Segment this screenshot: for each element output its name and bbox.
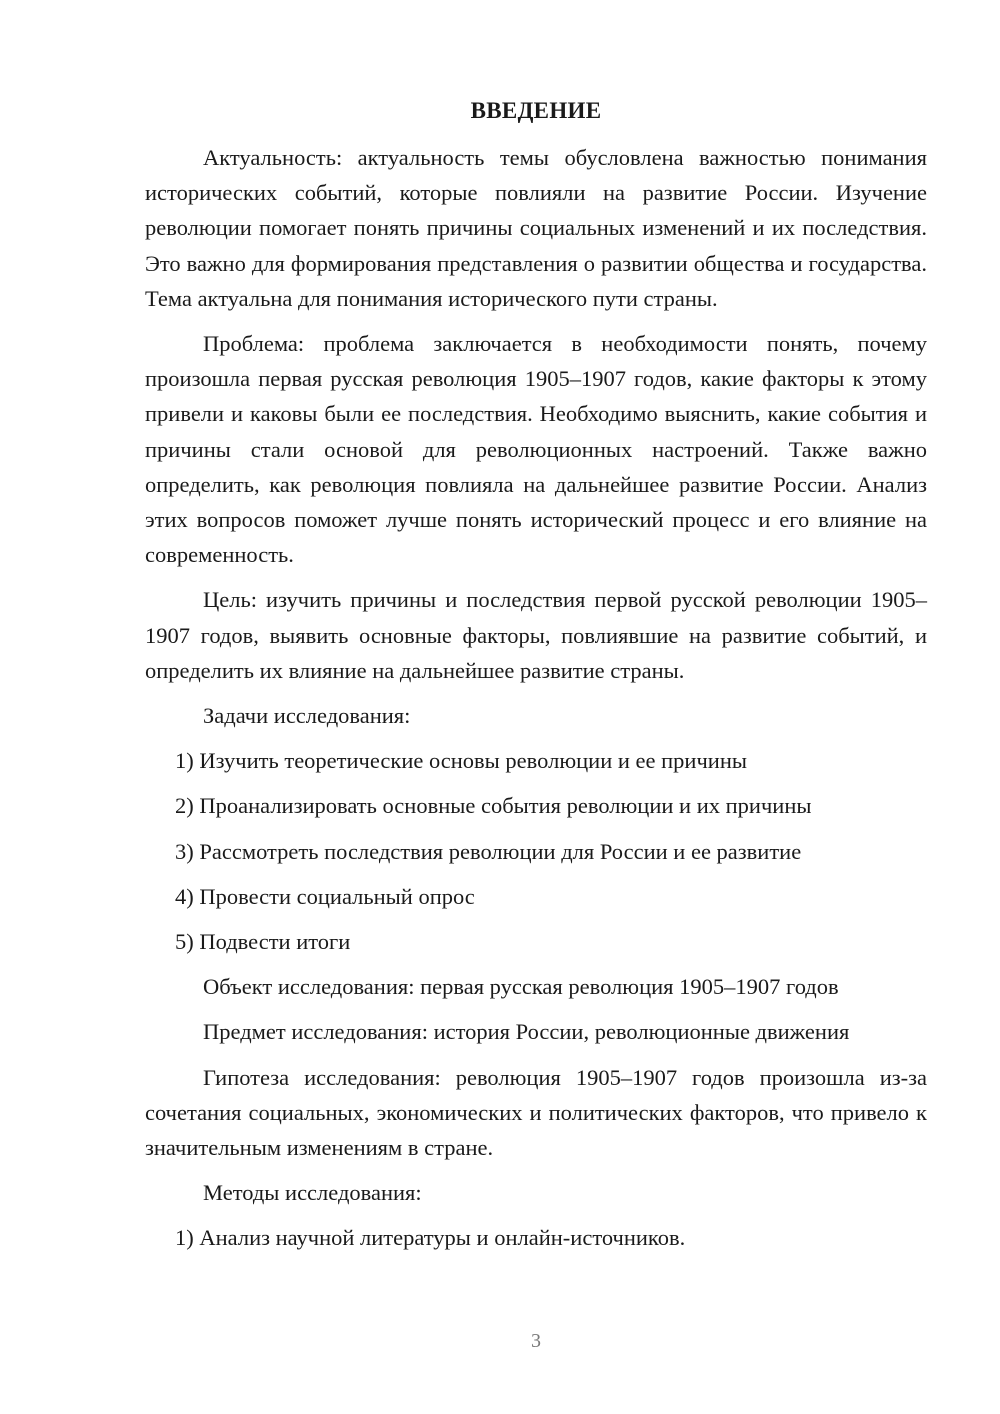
relevance-paragraph: Актуальность: актуальность темы обусловлена важностью понимания исторических событий, которые повлияли на развитие России. Изучение революции помогает понять причины социальных изменений и их последствия. Это важно для формирования представления о развитии общества и государства. Тема актуальна для понимания исторического пути страны. [145,145,927,311]
tasks-heading: Задачи исследования: [203,703,411,729]
task-item: 3) Рассмотреть последствия революции для России и ее развитие [175,838,802,864]
document-body [145,140,927,1266]
methods-heading: Методы исследования: [203,1180,422,1206]
task-item: 4) Провести социальный опрос [175,883,475,909]
page-title: ВВЕДЕНИЕ [470,98,602,123]
task-item: 1) Изучить теоретические основы революции и ее причины [175,748,747,774]
task-item: 5) Подвести итоги [175,929,351,955]
problem-paragraph: Проблема: проблема заключается в необходимости понять, почему произошла первая русская революция 1905–1907 годов, какие факторы к этому привели и каковы были ее последствия. Необходимо выяснить, какие события и причины стали основой для революционных настроений. Также важно определить, как революция повлияла на дальнейшее развитие России. Анализ этих вопросов поможет лучше понять исторический процесс и его влияние на современность. [145,331,927,568]
page-number: 3 [531,1330,541,1352]
hypothesis-paragraph: Гипотеза исследования: революция 1905–1907 годов произошла из-за сочетания социальных, экономических и политических факторов, что привело к значительным изменениям в стране. [145,1064,927,1161]
method-item: 1) Анализ научной литературы и онлайн-источников. [175,1225,686,1251]
goal-paragraph: Цель: изучить причины и последствия первой русской революции 1905–1907 годов, выявить основные факторы, повлиявшие на развитие событий, и определить их влияние на дальнейшее развитие страны. [145,587,927,683]
task-item: 2) Проанализировать основные события революции и их причины [175,793,812,819]
object-paragraph: Объект исследования: первая русская революция 1905–1907 годов [203,974,839,1000]
subject-paragraph: Предмет исследования: история России, революционные движения [203,1019,850,1045]
